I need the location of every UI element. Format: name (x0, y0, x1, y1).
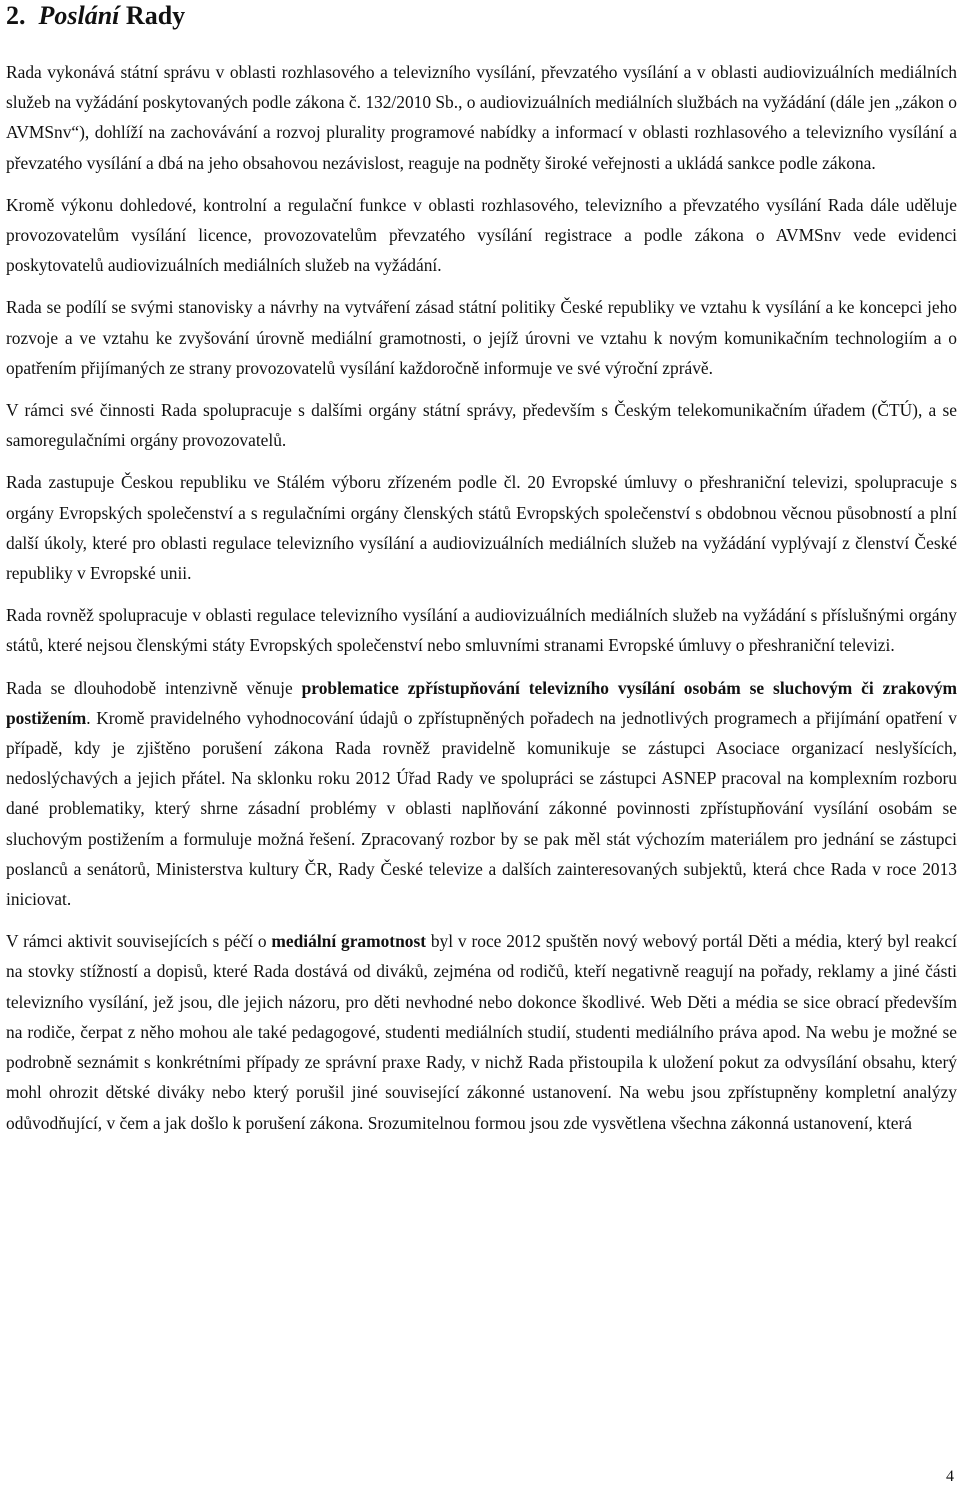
paragraph-text: Rada vykonává státní správu v oblasti rozhlasového a televizního vysílání, převzatého vysílání a v oblasti audiovizuálních mediálních služeb na vyžádání poskytovaných podle zákona č. 132/2010 Sb., o audiovizuálních mediálních službách na vyžádání (dále jen „zákon o AVMSnv“), dohlíží na zachovávání a rozvoj plurality programové nabídky a informací v oblasti rozhlasového a televizního vysílání a převzatého vysílání a dbá na jeho obsahovou nezávislost, reaguje na podněty široké veřejnosti a ukládá sankce podle zákona. (6, 62, 957, 173)
paragraph (6, 292, 957, 383)
paragraph-text: Rada se podílí se svými stanovisky a návrhy na vytváření zásad státní politiky České republiky ve vztahu k vysílání a ke koncepci jeho rozvoje a ve vztahu ke zvyšování úrovně mediální gramotnosti, o jejíž úrovni ve vztahu k novým komunikačním technologiím a o opatřením přijímaných ze strany provozovatelů vysílání každoročně informuje ve své výroční zprávě. (6, 297, 957, 378)
paragraph (6, 926, 957, 1137)
paragraph (6, 673, 957, 915)
paragraph-text: Rada rovněž spolupracuje v oblasti regulace televizního vysílání a audiovizuálních mediálních služeb na vyžádání s příslušnými orgány států, které nejsou členskými státy Evropských společenství nebo smluvními stranami Evropské úmluvy o přeshraniční televizi. (6, 605, 957, 656)
paragraph (6, 600, 957, 660)
bold-text: mediální gramotnost (271, 931, 427, 952)
section-heading (6, 0, 957, 31)
paragraph-text: Rada zastupuje Českou republiku ve Stálém výboru zřízeném podle čl. 20 Evropské úmluvy o přeshraniční televizi, spolupracuje s orgány Evropských společenství a s regulačními orgány členských států Evropských společenství s obdobnou věcnou působností a plní další úkoly, které pro oblasti regulace televizního vysílání a audiovizuálních mediálních služeb na vyžádání vyplývají z členství České republiky v Evropské unii. (6, 472, 957, 584)
paragraph-text: Kromě výkonu dohledové, kontrolní a regulační funkce v oblasti rozhlasového, televizního a převzatého vysílání Rada dále uděluje provozovatelům vysílání licence, provozovatelům převzatého vysílání registrace a podle zákona o AVMSnv vede evidenci poskytovatelů audiovizuálních mediálních služeb na vyžádání. (6, 194, 957, 276)
page-number: 4 (946, 1468, 954, 1485)
paragraph (6, 395, 957, 455)
paragraph-text: Rada se dlouhodobě intenzivně věnuje (6, 677, 302, 698)
heading-italic-word: Poslání (38, 1, 120, 30)
heading-number: 2. (6, 1, 26, 30)
paragraph (6, 467, 957, 588)
bold-text: problematice zpřístupňování televizního vysílání osobám se sluchovým či zrakovým postižením (6, 677, 958, 728)
paragraph-text: byl v roce 2012 spuštěn nový webový portál Děti a média, který byl reakcí na stovky stížností a dopisů, které Rada dostává od diváků, zejména od rodičů, kteří negativně reagují na pořady, reklamy a jiné části televizního vysílání, jež jsou, dle jejich názoru, pro děti nevhodné nebo dokonce škodlivé. Web Děti a média se sice obrací především na rodiče, čerpat z něho mohou ale také pedagogové, studenti mediálních studií, studenti mediálního práva apod. Na webu je možné se podrobně seznámit s konkrétními případy ze správní praxe Rady, v nichž Rada přistoupila k uložení pokut za odvysílání obsahu, který mohl ohrozit dětské diváky nebo který porušil jiné související zákonné ustanovení. Na webu jsou zpřístupněny kompletní analýzy odůvodňující, v čem a jak došlo k porušení zákona. Srozumitelnou formou jsou zde vysvětlena všechna zákonná ustanovení, která (6, 931, 957, 1133)
paragraph-text: . Kromě pravidelného vyhodnocování údajů o zpřístupněných pořadech na jednotlivých programech a přijímání opatření v případě, kdy je zjištěno porušení zákona Rada rovněž pravidelně komunikuje se zástupci Asociace organizací neslyšících, nedoslýchavých a jejich přátel. Na sklonku roku 2012 Úřad Rady ve spolupráci se zástupci ASNEP pracoval na komplexním rozboru dané problematiky, který shrne zásadní problémy v oblasti naplňování zákonné povinnosti zpřístupňování vysílání osobám se sluchovým postižením a formuluje možná řešení. Zpracovaný rozbor by se pak měl stát výchozím materiálem pro jednání se zástupci poslanců a senátorů, Ministerstva kultury ČR, Rady České televize a dalších zainteresovaných subjektů, která chce Rada v roce 2013 iniciovat. (6, 707, 957, 910)
body-text (6, 57, 957, 1138)
heading-rest: Rady (125, 1, 186, 30)
paragraph-text: V rámci aktivit souvisejících s péčí o (6, 931, 272, 952)
paragraph-text: V rámci své činnosti Rada spolupracuje s dalšími orgány státní správy, především s Českým telekomunikačním úřadem (ČTÚ), a se samoregulačními orgány provozovatelů. (6, 400, 957, 451)
paragraph (6, 190, 957, 281)
document-page (6, 0, 957, 1150)
paragraph (6, 57, 957, 178)
